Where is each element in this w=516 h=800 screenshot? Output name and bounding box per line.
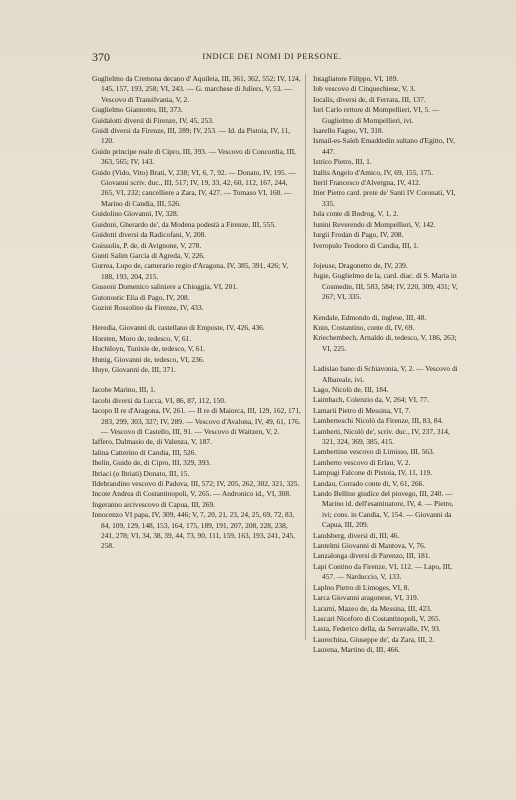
index-entry: Ladislao bano di Schiavonia, V, 2. — Vescovo di Albareale, ivi.: [313, 364, 458, 384]
section-gap: [313, 303, 463, 313]
left-index-column: [92, 74, 302, 552]
index-entry: Knin, Costantino, conte di, IV, 69.: [313, 322, 415, 332]
index-entry: Guidolino Giovanni, IV, 328.: [92, 209, 179, 219]
index-entry: Larami, Mazeo de, da Messina, III, 423.: [313, 603, 432, 613]
index-entry: Guglielmo Giannotto, III, 373.: [92, 105, 183, 115]
index-entry: Ibelin, Guido de, di Cipro, III, 329, 393.: [92, 458, 211, 468]
index-entry: Lascari Niceforo di Costantinopoli, V, 265.: [313, 613, 441, 623]
index-entry: Kriechembech, Arnaldo di, tedesco, V, 186, 263; VI, 225.: [313, 333, 457, 353]
index-entry: Lapi Contino da Firenze, VI, 112. — Lapo, III, 457. — Narduccio, V, 133.: [313, 561, 452, 582]
index-entry: Huye, Giovanni de, III, 371.: [92, 364, 176, 374]
index-entry: Itier Pietro card. prete de' Santi IV Coronati, VI, 335.: [313, 188, 456, 208]
index-entry: Gurrea, Lupo de, camerario regio d'Aragona, IV, 385, 391, 426; V, 188, 193, 204, 215.: [92, 261, 289, 281]
index-entry: Lasta, Federico della, da Serravalle, IV, 93.: [313, 624, 441, 634]
index-entry: Intagliatore Filippo, VI, 189.: [313, 74, 399, 83]
index-entry: Iacopo II re d'Aragona, IV, 261. — II re di Maiorca, III, 129, 162, 171, 283, 299, 303, 327; IV, 289. — Vescovo d'Avalona, IV, 49, 61, 176. — Vescovo di Castello, III, 91. — Vescovo di Waitzen, V, 2.: [92, 406, 301, 436]
index-entry: Lando Bellino giudice del piovego, III, 240. — Marino id. dell'esaminatore, IV, 4. — Pietro, ivi; cons. in Candia, V, 154. — Giovanni da Capua, III, 209.: [313, 489, 454, 530]
index-entry: Gussoni Domenico saliniere a Chioggia, VI, 201.: [92, 282, 238, 292]
index-entry: Lamarii Pietro di Messina, VI, 7.: [313, 405, 411, 415]
index-entry: Guido (Vido, Vito) Brati, V, 238; VI, 6, 7, 92. — Donato, IV, 195. — Giovanni scriv. duc., III, 517; IV, 19, 33, 42, 60, 112, 167, 244, 265, VI, 232; cancelliere a Zara, IV, 427. — Tomaso VI, 160. — Marino di Candia, III, 526.: [92, 167, 296, 208]
index-entry: Iacobe Marino, III, 1.: [92, 385, 156, 395]
index-entry: Heredia, Giovanni di, castellano di Emposte, IV, 426, 436.: [92, 323, 265, 333]
index-entry: Gutonostic Elia di Pago, IV, 208.: [92, 292, 190, 302]
index-entry: Huchiloyn, Tunixie de, tedesco, V, 61.: [92, 344, 206, 354]
index-entry: Iori Carlo rettore di Mompellieri, VI, 5. — Guglielmo di Mompellieri, ivi.: [313, 105, 440, 125]
index-entry: Guzini Rossolino da Firenze, IV, 433.: [92, 302, 204, 312]
index-entry: Laurena, Martino di, III, 466.: [313, 645, 401, 655]
index-entry: Jojeuse, Dragonetto de, IV, 239.: [313, 260, 408, 270]
index-entry: Iunini Reverendo di Mompellieri, V, 142.: [313, 219, 436, 229]
index-entry: Lamberteschi Nicolò da Firenze, III, 83, 84.: [313, 416, 444, 426]
index-entry: Larca Giovanni aragonese, VI, 319.: [313, 593, 419, 603]
index-entry: Hunig, Giovanni de, tedesco, VI, 236.: [92, 354, 205, 364]
index-entry: Gunti Salim Garcia di Agreda, V, 226.: [92, 250, 205, 260]
index-entry: Lago, Nicolò de, III, 184.: [313, 384, 389, 394]
index-entry: Laimbach, Colenzio da, V, 264; VI, 77.: [313, 395, 429, 405]
section-gap: [313, 354, 463, 364]
running-head: INDICE DEI NOMI DI PERSONE.: [202, 51, 342, 61]
index-entry: Lampugi Falcone di Pistoia, IV, 11, 119.: [313, 468, 433, 478]
index-entry: Iaffero, Dalmasio de, di Valenza, V, 187.: [92, 437, 212, 447]
index-entry: Ingeranno arcivescovo di Capua, III, 269.: [92, 499, 216, 509]
index-entry: Guidalotti diversi di Firenze, IV, 45, 253.: [92, 115, 214, 125]
index-entry: Guidoni, Gherardo de', da Modena podestà a Firenze, III, 555.: [92, 219, 276, 229]
index-entry: Landsberg, diversi di, III, 46.: [313, 530, 400, 540]
index-entry: Iveropulo Teodoro di Candia, III, 1.: [313, 240, 419, 250]
index-entry: Guglielmo da Cremona decano d' Aquileia, III, 361, 362, 552; IV, 124, 145, 157, 193, 258; VI, 243. — G. marchese di Juliers, V, 53. — Vescovo di Transilvania, V, 2.: [92, 74, 301, 104]
index-entry: Iocalis, diversi de, di Ferrara, III, 137.: [313, 94, 426, 104]
index-entry: Lambertino vescovo di Limisso, III, 563.: [313, 447, 435, 457]
index-entry: Iteril Francesco d'Alvergna, IV, 412.: [313, 178, 421, 188]
index-entry: Lanzalonga diversi di Parenzo, III, 181.: [313, 551, 431, 561]
index-entry: Iula conte di Bodrog, V, 1, 2.: [313, 209, 399, 219]
index-entry: Jugie, Guglielmo de la, card. diac. di S. Maria in Cosmedin, III, 583, 584; IV, 220, 309, 431; V, 267; VI, 335.: [313, 271, 458, 302]
section-gap: [92, 375, 302, 385]
index-entry: Laplno Pietro di Limoges, VI, 8.: [313, 582, 410, 592]
index-entry: Itallis Angelo d'Amico, IV, 69, 155, 175.: [313, 167, 434, 177]
index-entry: Iacobi diversi da Lucca, VI, 86, 87, 112, 150.: [92, 395, 226, 405]
index-entry: Ismail-es-Saleh Emaddedin sultano d'Egitto, IV, 447.: [313, 136, 456, 156]
index-entry: Landau, Corrado conte di, V, 61, 266.: [313, 478, 425, 488]
index-entry: Iob vescovo di Cinquechiese, V, 3.: [313, 84, 416, 94]
section-gap: [313, 251, 463, 261]
index-entry: Ildebrandino vescovo di Padova, III, 572; IV, 205, 262, 302, 321, 325.: [92, 479, 300, 489]
index-entry: Innocenzo VI papa, IV, 309, 446; V, 7, 20, 21, 23, 24, 25, 69, 72, 83, 84, 109, 129, 148, 153, 164, 175, 189, 191, 207, 208, 228, 238, 241, 278; VI, 34, 38, 39, 44, 73, 90, 111, 159, 163, 193, 241, 245, 258.: [92, 510, 295, 551]
section-gap: [92, 313, 302, 323]
index-entry: Ibriaci (o Ibriati) Donato, III, 15.: [92, 468, 190, 478]
index-entry: Isarello Fagno, VI, 318.: [313, 126, 384, 136]
index-entry: Guidotti diversi da Radicofani, V, 208.: [92, 230, 207, 240]
index-entry: Horsten, Moro de, tedesco, V, 61.: [92, 333, 192, 343]
right-index-column: [313, 74, 463, 656]
index-entry: Ialina Catterino di Candia, III, 526.: [92, 447, 197, 457]
index-entry: Kendale, Edmondo di, inglese, III, 48.: [313, 312, 427, 322]
index-entry: Iurgii Frodan di Pago, IV, 208.: [313, 230, 404, 240]
page-number: 370: [92, 50, 110, 64]
index-entry: Lamberti, Nicolò de', scriv. duc., IV, 237, 314, 321, 324, 369, 385, 415.: [313, 426, 450, 446]
index-entry: Incote Andrea di Costantinopoli, V, 265. — Andronico id., VI, 308.: [92, 489, 291, 499]
page-header: [92, 50, 452, 66]
column-divider: [305, 74, 306, 640]
index-entry: Guido principe reale di Cipro, III, 393. — Vescovo di Concordia, III, 363, 565; IV, 143.: [92, 146, 296, 167]
index-entry: Lantelmi Giovanni di Mantova, V, 76.: [313, 541, 426, 551]
index-entry: Guissolis, P. de, di Avignone, V, 278.: [92, 240, 202, 250]
index-entry: Guidi diversi da Firenze, III, 289; IV, 253. — Id. da Pistoia, IV, 11, 120.: [92, 126, 290, 146]
index-entry: Lamberto vescovo di Erlau, V, 2.: [313, 457, 411, 467]
index-entry: Istrico Pietro, III, 1.: [313, 157, 372, 167]
index-entry: Laurechina, Giuseppe de', da Zara, III, 2.: [313, 634, 435, 644]
